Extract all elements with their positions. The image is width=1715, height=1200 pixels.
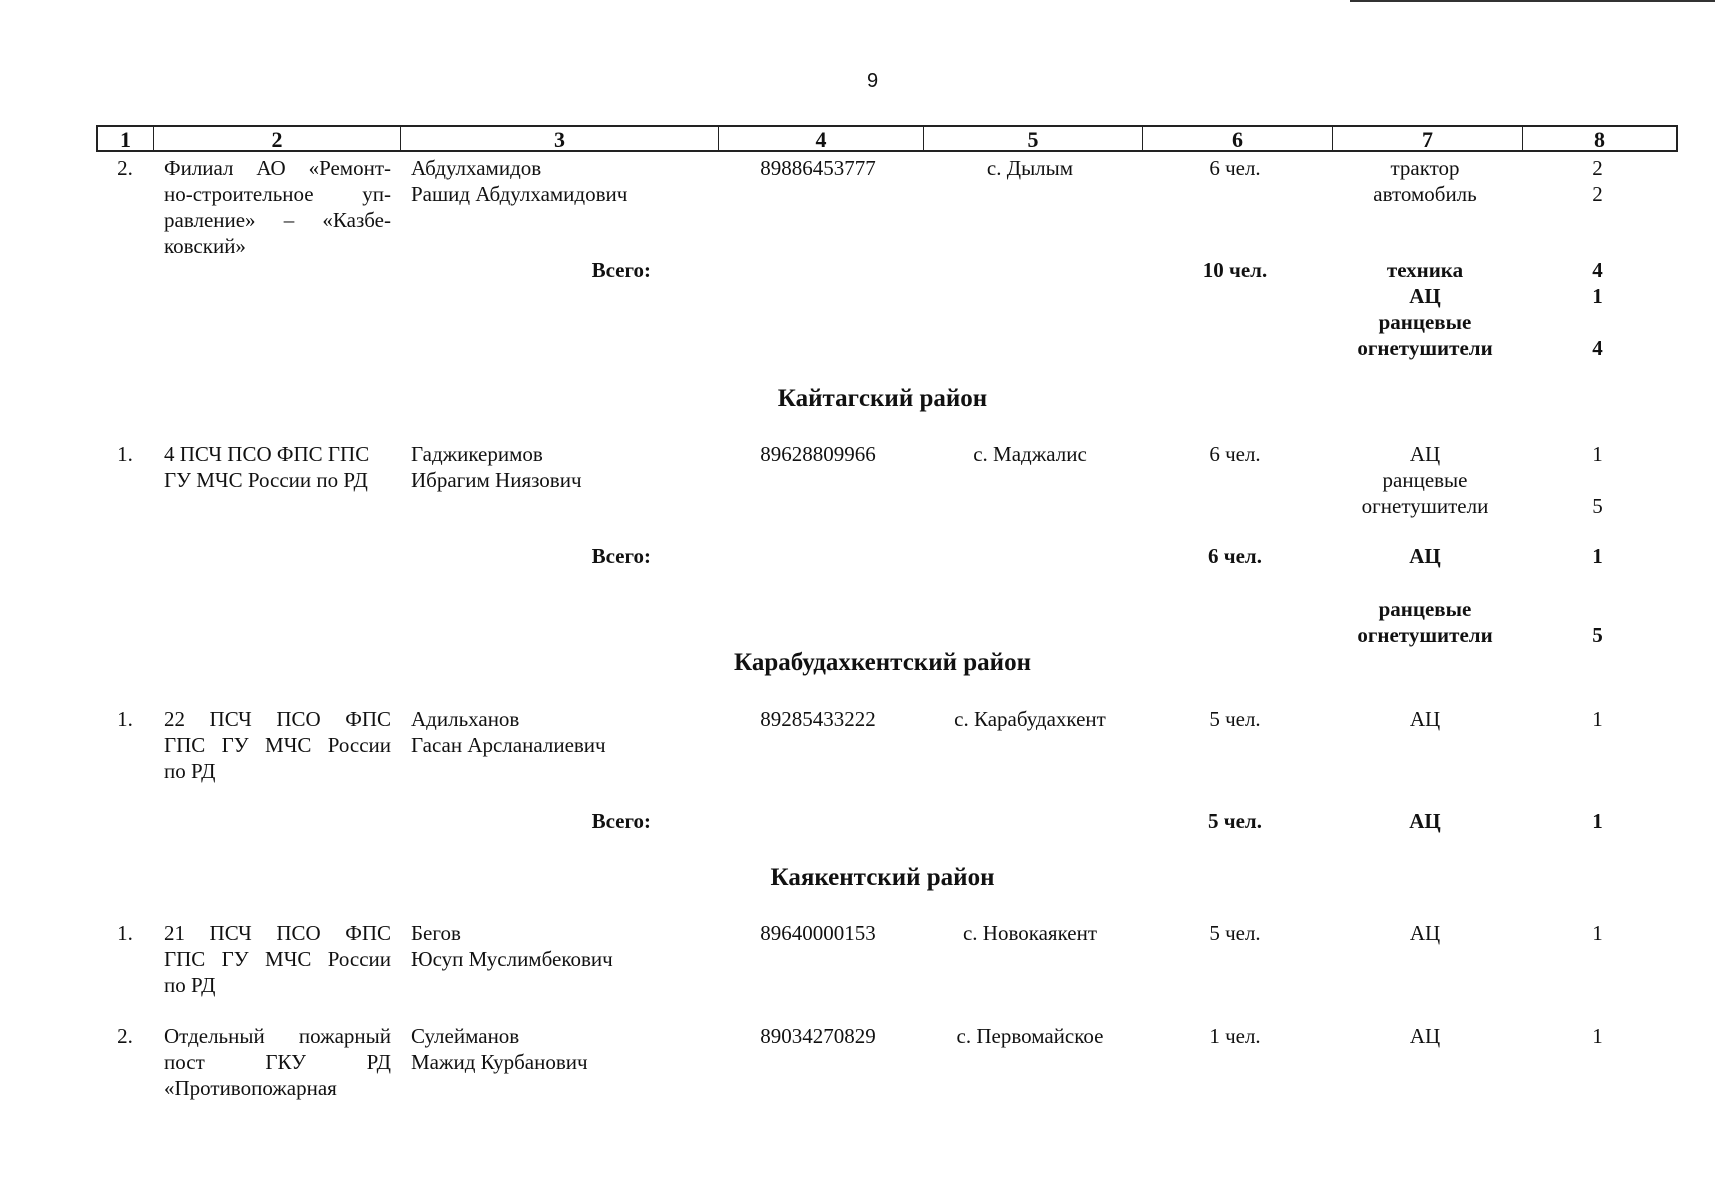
row-number: 2. <box>117 1024 133 1048</box>
org-line: Отдельный пожарный <box>164 1024 391 1048</box>
equipment-item: АЦ <box>1409 707 1441 731</box>
person-line: Абдулхамидов <box>411 156 542 180</box>
row-number: 1. <box>117 442 133 466</box>
location: с. Дылым <box>986 156 1074 180</box>
row-number: 1. <box>117 707 133 731</box>
section-title: Карабудахкентский район <box>734 649 1031 676</box>
phone-number: 89628809966 <box>760 442 876 466</box>
staff-count: 6 чел. <box>1209 442 1261 466</box>
phone-number: 89886453777 <box>760 156 876 180</box>
equipment-item: огнетушители <box>1357 623 1493 647</box>
row-number: 2. <box>117 156 133 180</box>
equipment-item: ранцевые <box>1382 468 1468 492</box>
person-line: Мажид Курбанович <box>411 1050 588 1074</box>
equipment-item: АЦ <box>1409 1024 1441 1048</box>
person-line: Гаджикеримов <box>411 442 543 466</box>
org-line: по РД <box>164 759 216 783</box>
total-equipment: АЦ <box>1409 809 1441 833</box>
equipment-item: ранцевые <box>1378 310 1472 334</box>
equipment-item: техника <box>1386 258 1464 282</box>
org-line: Филиал АО «Ремонт- <box>164 156 391 180</box>
total-label: Всего: <box>591 544 651 568</box>
count-value: 2 <box>1592 182 1603 206</box>
person-line: Бегов <box>411 921 461 945</box>
location: с. Новокаякент <box>962 921 1098 945</box>
organization-name <box>164 706 391 784</box>
equipment-item: огнетушители <box>1361 494 1489 518</box>
equipment-item: АЦ <box>1409 921 1441 945</box>
org-line: по РД <box>164 973 216 997</box>
organization-name <box>164 1023 391 1101</box>
scan-edge-line <box>1350 0 1715 2</box>
equipment-item: АЦ <box>1409 284 1441 308</box>
location: с. Карабудахкент <box>954 707 1106 731</box>
header-cell: 4 <box>719 127 924 150</box>
responsible-person <box>411 706 671 758</box>
phone-number: 89034270829 <box>760 1024 876 1048</box>
responsible-person <box>411 920 671 972</box>
total-label: Всего: <box>591 809 651 833</box>
total-staff: 10 чел. <box>1202 258 1268 282</box>
header-cell: 6 <box>1143 127 1333 150</box>
equipment-item: автомобиль <box>1373 182 1477 206</box>
count-value: 1 <box>1592 284 1603 308</box>
person-line: Гасан Арсланалиевич <box>411 733 606 757</box>
count-value: 1 <box>1592 921 1603 945</box>
count-value: 1 <box>1592 544 1603 568</box>
person-line: Рашид Абдулхамидович <box>411 182 628 206</box>
org-line: ГУ МЧС России по РД <box>164 468 368 492</box>
row-number: 1. <box>117 921 133 945</box>
total-label: Всего: <box>591 258 651 282</box>
responsible-person <box>411 441 671 493</box>
person-line: Сулейманов <box>411 1024 520 1048</box>
count-value: 1 <box>1592 1024 1603 1048</box>
location: с. Маджалис <box>973 442 1087 466</box>
equipment-item: ранцевые <box>1378 597 1472 621</box>
responsible-person <box>411 1023 671 1075</box>
total-equipment-ac: АЦ <box>1409 544 1441 568</box>
count-value: 1 <box>1592 707 1603 731</box>
equipment-counts <box>1520 441 1675 519</box>
page-number: 9 <box>866 70 879 92</box>
equipment-item: АЦ <box>1409 442 1441 466</box>
phone-number: 89285433222 <box>760 707 876 731</box>
location: с. Первомайское <box>956 1024 1104 1048</box>
staff-count: 6 чел. <box>1209 156 1261 180</box>
header-cell: 2 <box>154 127 401 150</box>
organization-name <box>164 920 391 998</box>
header-cell: 8 <box>1594 127 1605 152</box>
total-staff: 6 чел. <box>1208 544 1262 568</box>
org-line: пост ГКУ РД <box>164 1050 391 1074</box>
person-line: Адильханов <box>411 707 520 731</box>
count-value: 5 <box>1592 623 1603 647</box>
equipment-item: трактор <box>1390 156 1460 180</box>
count-value: 1 <box>1592 442 1603 466</box>
organization-name <box>164 441 391 493</box>
staff-count: 1 чел. <box>1209 1024 1261 1048</box>
header-cell: 5 <box>924 127 1143 150</box>
count-value: 4 <box>1592 336 1603 360</box>
org-line: 21 ПСЧ ПСО ФПС <box>164 921 391 945</box>
equipment-item: огнетушители <box>1357 336 1493 360</box>
phone-number: 89640000153 <box>760 921 876 945</box>
count-value: 5 <box>1592 494 1603 518</box>
header-cell: 7 <box>1333 127 1523 150</box>
org-line: «Противопожарная <box>164 1076 337 1100</box>
person-line: Юсуп Муслимбекович <box>411 947 613 971</box>
person-line: Ибрагим Ниязович <box>411 468 582 492</box>
org-line: но-строительное уп- <box>164 182 391 206</box>
count-value: 4 <box>1592 258 1603 282</box>
total-equipment <box>1330 257 1520 361</box>
staff-count: 5 чел. <box>1209 921 1261 945</box>
org-line: равление» – «Казбе- <box>164 208 391 232</box>
equipment-list <box>1330 441 1520 519</box>
count-value: 1 <box>1592 809 1603 833</box>
table-header-row <box>96 125 1678 152</box>
total-equipment-extinguishers <box>1330 596 1520 648</box>
org-line: ковский» <box>164 234 246 258</box>
header-cell: 1 <box>98 127 154 150</box>
responsible-person <box>411 155 671 207</box>
org-line: ГПС ГУ МЧС России <box>164 733 391 757</box>
org-line: ГПС ГУ МЧС России <box>164 947 391 971</box>
count-value: 2 <box>1592 156 1603 180</box>
organization-name <box>164 155 391 259</box>
org-line: 4 ПСЧ ПСО ФПС ГПС <box>164 442 370 466</box>
org-line: 22 ПСЧ ПСО ФПС <box>164 707 391 731</box>
total-counts <box>1520 257 1675 361</box>
total-staff: 5 чел. <box>1208 809 1262 833</box>
equipment-list <box>1330 155 1520 207</box>
section-title: Каякентский район <box>770 864 995 891</box>
staff-count: 5 чел. <box>1209 707 1261 731</box>
section-title: Кайтагский район <box>777 385 988 412</box>
header-cell: 3 <box>401 127 719 150</box>
equipment-counts <box>1520 155 1675 207</box>
